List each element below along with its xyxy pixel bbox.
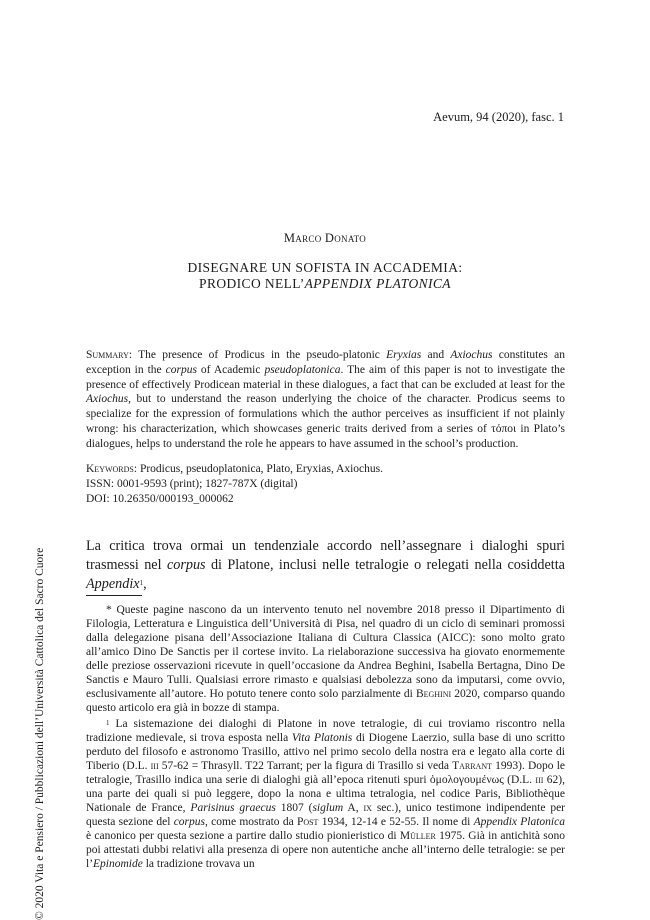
journal-reference: Aevum, 94 (2020), fasc. 1 [433,110,564,124]
summary-label: Summary [86,349,129,361]
body-paragraph: La critica trova ormai un tendenziale accordo nell’assegnare i dialoghi spuri trasmessi nel corpus di Platone, inclusi nelle tetralogie o relegati nella cosiddetta Appendix$^1$, [86,538,565,592]
footnote-marker: 1 [139,579,144,587]
keywords-block [86,462,565,506]
footnote-separator [86,595,142,596]
author-name: Marco Donato [283,231,367,245]
title-line-2: PRODICO NELL’APPENDIX PLATONICA [199,276,451,291]
article-title [0,260,650,292]
keywords-line: Keywords: Prodicus, pseudoplatonica, Plato, Eryxias, Axiochus. [86,463,384,475]
footnote-star: * Queste pagine nascono da un intervento tenuto nel novembre 2018 presso il Dipartimento di Filologia, Letteratura e Linguistica dell’Università di Pisa, nel quadro di un ciclo di seminari promossi dalla delegazione pisana dell’Associazione Italiana di Cultura Classica (AICC): sono molto grato all’amico Dino De Sanctis per il cortese invito. La rielaborazione successiva ha giovato enormemente delle preziose osservazioni ricevute in quell’occasione da Andrea Beghini, Isabella Bertagna, Dino De Sanctis e Mauro Tulli. Qualsiasi errore rimasto e qualsiasi debolezza sono da imputarsi, come ovvio, esclusivamente all’autore. Ho potuto tenere conto solo parzialmente di Beghini 2020, comparso quando questo articolo era già in bozze di stampa. [86,604,565,714]
summary-abstract: Summary: The presence of Prodicus in the pseudo-platonic Eryxias and Axiochus constitutes an exception in the corpus of Academic pseudoplatonica. The aim of this paper is not to investigate the presence of effectively Prodicean material in these dialogues, a fact that can be excluded at least for the Axiochus, but to understand the reason underlying the choice of the character. Prodicus seems to specialize for the expression of formulations which the author perceives as insufficient if not plainly wrong: his characterization, which showcases generic traits derived from a series of τόποι in Plato’s dialogues, helps to understand the role he appears to have assumed in the school’s production. [86,349,565,450]
footnote-1-number: 1 [106,719,110,727]
issn-line: ISSN: 0001-9593 (print); 1827-787X (digital) [86,477,298,490]
footnotes [86,603,565,871]
footnote-1: $^1$ La sistemazione dei dialoghi di Platone in nove tetralogie, di cui troviamo riscontro nella tradizione medievale, si trova esposta nella Vita Platonis di Diogene Laerzio, sulla base di uno scritto perduto del filosofo e astronomo Trasillo, attivo nel primo secolo della nostra era e legato alla corte di Tiberio (D.L. iii 57-62 = Thrasyll. T22 Tarrant; per la figura di Trasillo si veda Tarrant 1993). Dopo le tetralogie, Trasillo indica una serie di dialoghi già all’epoca ritenuti spuri ὁμολογουμένως (D.L. iii 62), una parte dei quali si può leggere, dopo la nona e ultima tetralogia, nel codice Paris, Bibliothèque Nationale de France, Parisinus graecus 1807 (siglum A, ix sec.), unico testimone indipendente per questa sezione del corpus, come mostrato da Post 1934, 12-14 e 52-55. Il nome di Appendix Platonica è canonico per questa sezione a partire dallo studio pionieristico di Müller 1975. Già in antichità sono poi attestati dubbi relativi alla presenza di opere non autentiche anche all’interno delle tetralogie: se per l’Epinomide la tradizione trovava un [86,718,566,870]
doi-line: DOI: 10.26350/000193_000062 [86,492,234,505]
title-line-1: DISEGNARE UN SOFISTA IN ACCADEMIA: [187,260,463,275]
copyright-side-note: © 2020 Vita e Pensiero / Pubblicazioni dell’Università Cattolica del Sacro Cuore [34,547,46,920]
